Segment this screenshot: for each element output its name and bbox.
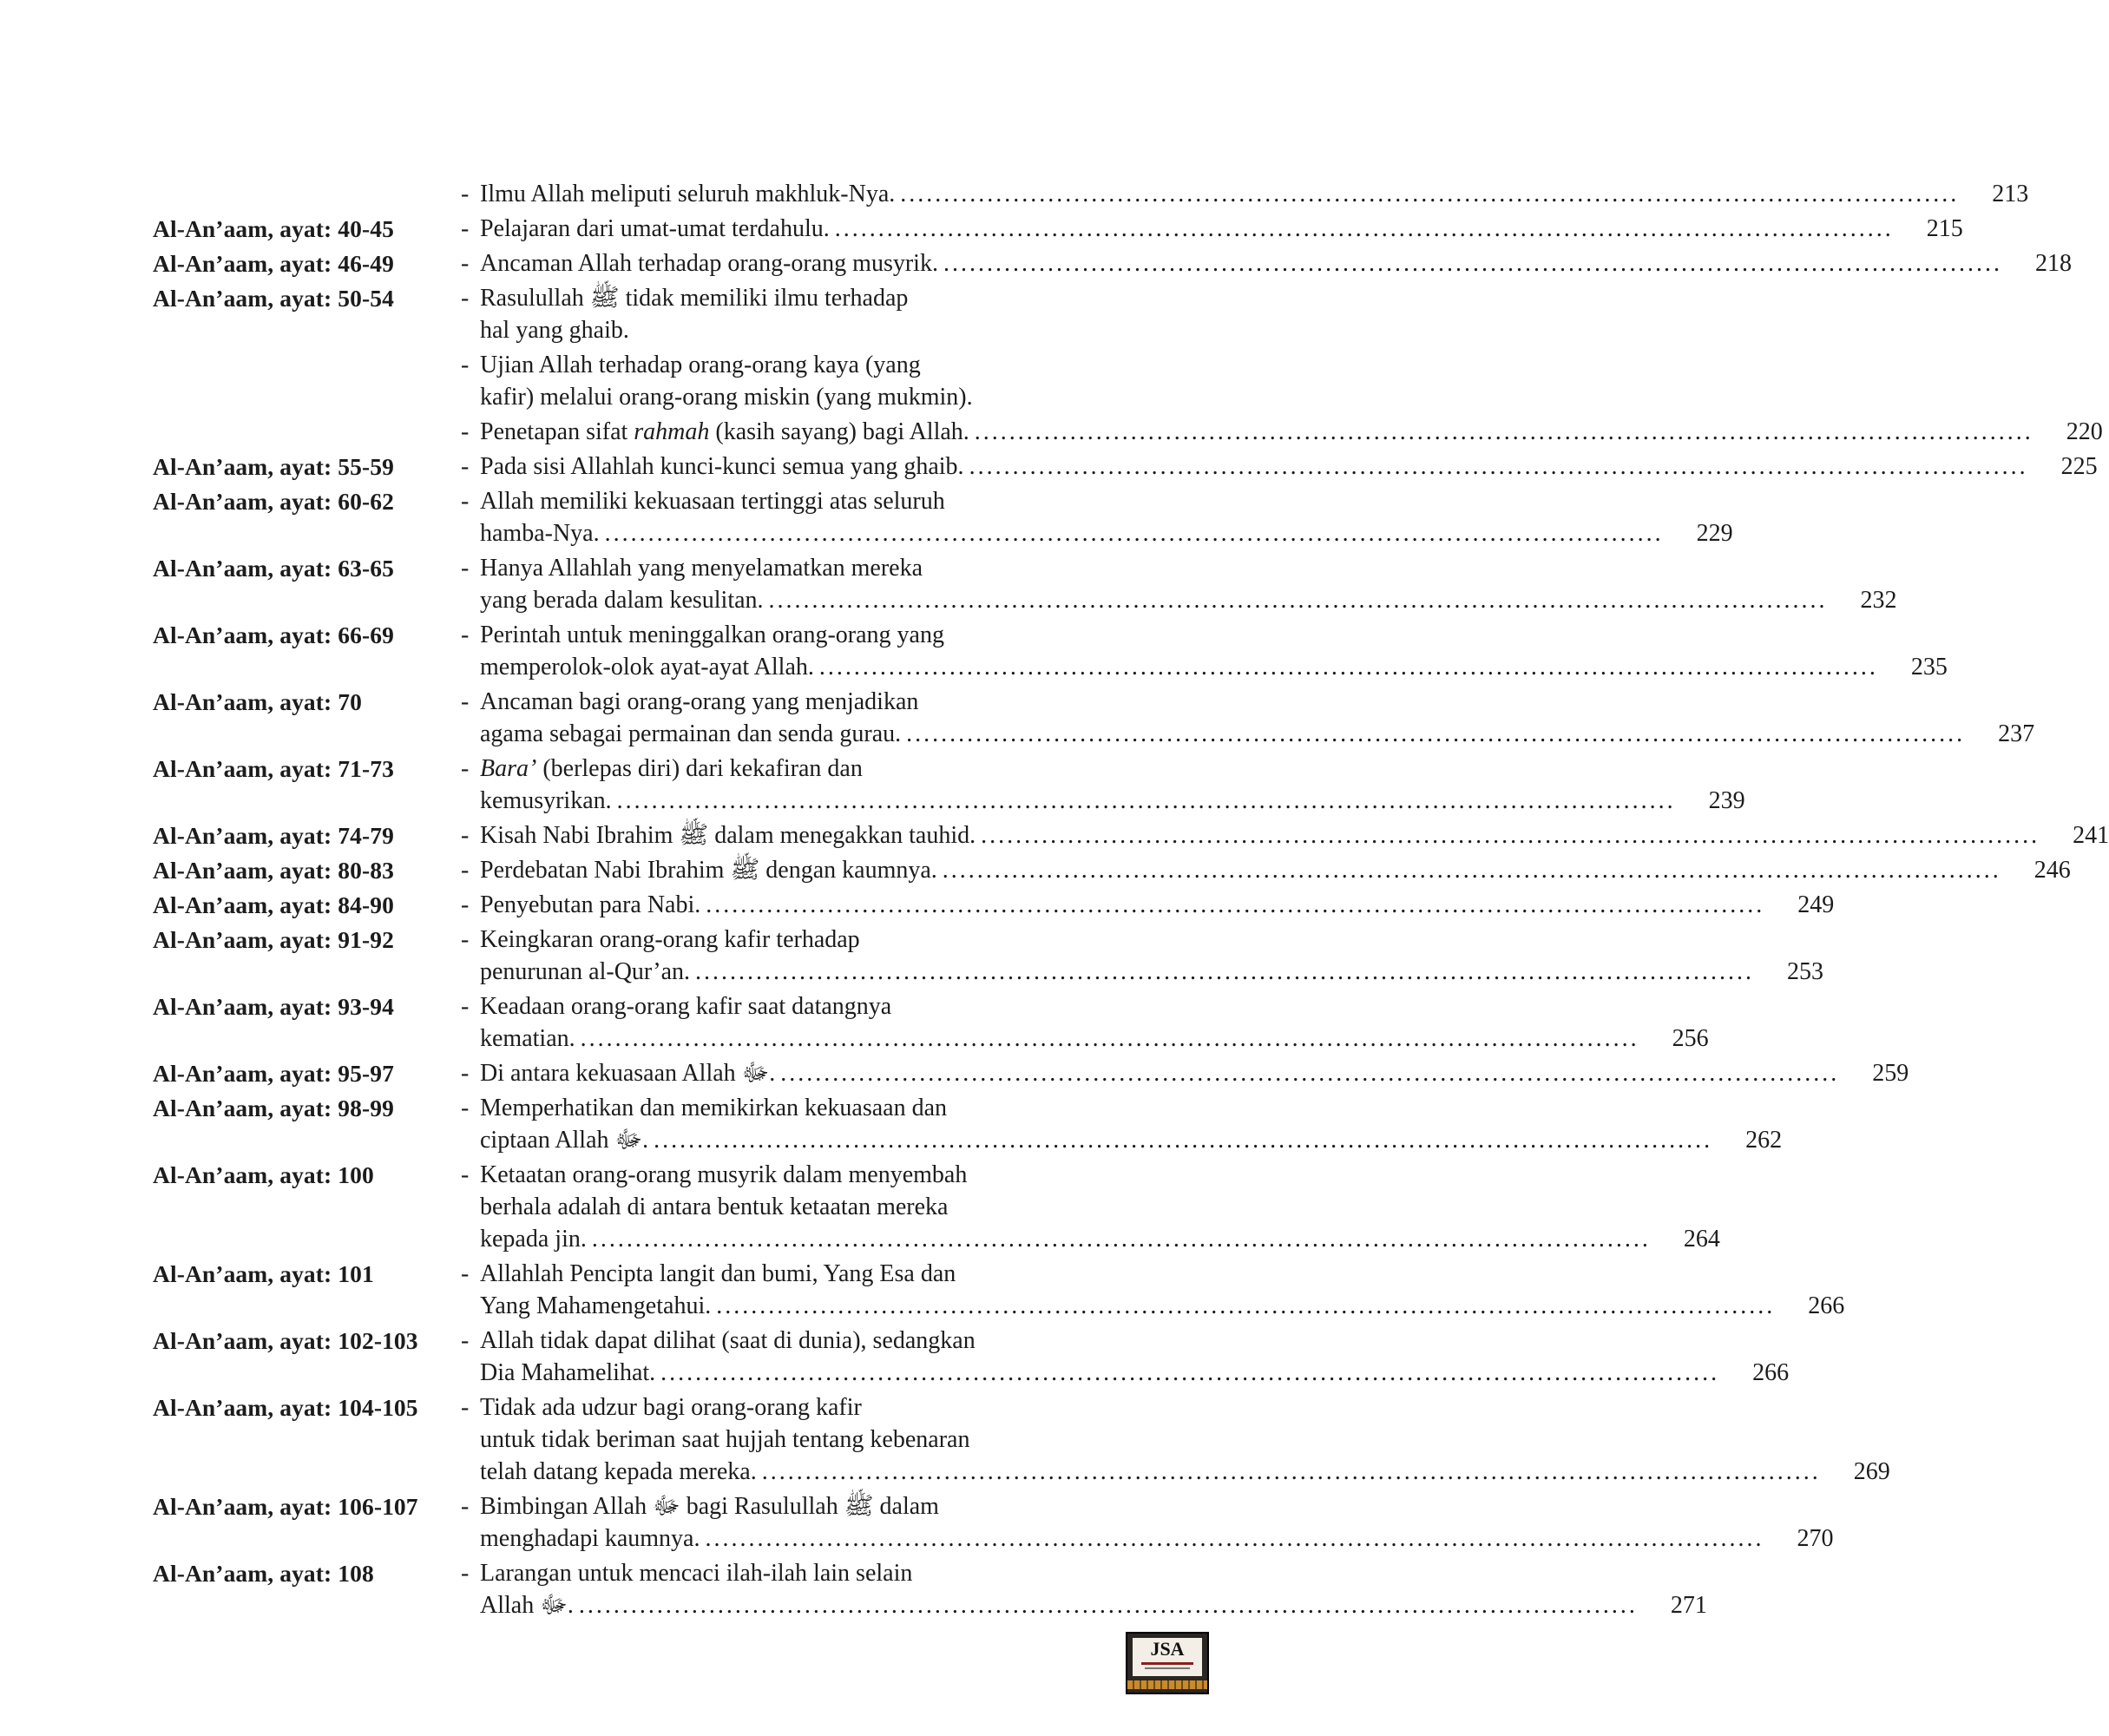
toc-entry: [153, 619, 1948, 683]
toc-topic-line: Pada sisi Allahlah kunci-kunci semua yang ghaib. .....: [480, 450, 2028, 483]
toc-topic-line: untuk tidak beriman saat hujjah tentang kebenaran: [480, 1426, 970, 1453]
toc-topic-line: Ancaman Allah terhadap orang-orang musyrik. .....: [480, 247, 2002, 279]
toc-topic: [480, 1490, 1779, 1555]
toc-topic: [480, 282, 1106, 346]
toc-leader-dots: [705, 1522, 1764, 1555]
toc-topic-line: Bimbingan Allah ﷻ bagi Rasulullah ﷺ dalam: [480, 1493, 939, 1520]
toc-page-number: 269: [1853, 1458, 1890, 1485]
toc-topic-line: Hanya Allahlah yang menyelamatkan mereka: [480, 555, 923, 582]
toc-leader-dots: [695, 956, 1754, 988]
toc-topic: [480, 450, 2044, 483]
toc-leader-dots: [943, 247, 2002, 279]
toc-page-number: 225: [2060, 453, 2098, 480]
toc-leader-dots: [780, 1057, 1839, 1089]
toc-leader-dots: [762, 1456, 1821, 1488]
toc-topic: [480, 1092, 1728, 1156]
toc-topic-line: hal yang ghaib.: [480, 317, 629, 344]
toc-verse-reference: Al-An’aam, ayat: 108: [153, 1560, 374, 1587]
toc-bullet-dash: -: [461, 688, 470, 715]
logo-screen: [1133, 1638, 1202, 1676]
toc-leader-dots: [654, 1124, 1712, 1156]
toc-bullet-dash: -: [461, 1327, 470, 1354]
toc-entry: [153, 1057, 1909, 1089]
toc-topic-line: Perdebatan Nabi Ibrahim ﷺ dengan kaumnya. .....: [480, 854, 2001, 886]
toc-topic-line: Kisah Nabi Ibrahim ﷺ dalam menegakkan tauhid. .....: [480, 819, 2040, 852]
toc-entry: [153, 924, 1824, 988]
toc-page-number: 241: [2073, 822, 2109, 849]
toc-page-number: 246: [2033, 857, 2071, 884]
toc-entry: [153, 1557, 1707, 1621]
toc-topic-line: Keingkaran orang-orang kafir terhadap: [480, 926, 860, 953]
toc-bullet-dash: -: [461, 926, 470, 953]
toc-entry: [153, 990, 1709, 1055]
toc-bullet-dash: -: [461, 250, 470, 277]
toc-topic-line: Penyebutan para Nabi. .....: [480, 889, 1764, 921]
toc-topic-line: Yang Mahamengetahui. .....: [480, 1290, 1775, 1322]
toc-leader-dots: [975, 416, 2033, 448]
toc-topic-line: Dia Mahamelihat. .....: [480, 1357, 1719, 1389]
toc-verse-reference: Al-An’aam, ayat: 101: [153, 1260, 374, 1287]
toc-topic-line: Larangan untuk mencaci ilah-ilah lain selain: [480, 1560, 913, 1587]
toc-topic-line: menghadapi kaumnya. .....: [480, 1522, 1764, 1555]
toc-entry: [153, 1325, 1790, 1389]
toc-topic: [480, 1258, 1790, 1322]
toc-entry: [153, 213, 1963, 245]
toc-topic: [480, 552, 1843, 616]
toc-topic: [480, 619, 1894, 683]
toc-entry: [153, 1490, 1834, 1555]
toc-verse-reference: Al-An’aam, ayat: 98-99: [153, 1095, 394, 1121]
toc-topic: [480, 349, 1106, 413]
toc-entry: [153, 349, 1160, 413]
toc-entry: [153, 485, 1733, 549]
toc-topic-line: yang berada dalam kesulitan. .....: [480, 584, 1828, 616]
toc-page-number: 266: [1808, 1292, 1845, 1319]
toc-entry: [153, 450, 2098, 483]
toc-topic-line: Penetapan sifat rahmah (kasih sayang) bagi Allah. .....: [480, 416, 2033, 448]
toc-topic-line: Allah tidak dapat dilihat (saat di dunia), sedangkan: [480, 1327, 976, 1354]
toc-topic-line: Ilmu Allah meliputi seluruh makhluk-Nya. .....: [480, 178, 1959, 210]
toc-topic: [480, 753, 1692, 817]
toc-bullet-dash: -: [461, 1260, 470, 1287]
toc-verse-reference: Al-An’aam, ayat: 91-92: [153, 926, 394, 953]
toc-page-number: 256: [1672, 1025, 1709, 1052]
toc-verse-reference: Al-An’aam, ayat: 93-94: [153, 993, 394, 1020]
toc-topic-line: Ancaman bagi orang-orang yang menjadikan: [480, 688, 919, 715]
toc-entry: [153, 282, 1160, 346]
toc-bullet-dash: -: [461, 453, 470, 480]
toc-topic: [480, 686, 1981, 750]
toc-topic: [480, 1557, 1653, 1621]
toc-topic-line: kafir) melalui orang-orang miskin (yang mukmin).: [480, 384, 973, 411]
toc-bullet-dash: -: [461, 891, 470, 918]
toc-verse-reference: Al-An’aam, ayat: 106-107: [153, 1493, 418, 1520]
toc-topic: [480, 1159, 1666, 1255]
toc-leader-dots: [906, 718, 1965, 750]
toc-leader-dots: [769, 584, 1828, 616]
toc-leader-dots: [706, 889, 1764, 921]
toc-topic-line: hamba-Nya. .....: [480, 517, 1664, 549]
toc-topic: [480, 854, 2017, 886]
toc-entry: [153, 416, 2103, 448]
toc-entry: [153, 1092, 1783, 1156]
toc-verse-reference: Al-An’aam, ayat: 60-62: [153, 488, 394, 515]
toc-leader-dots: [605, 517, 1664, 549]
toc-verse-reference: Al-An’aam, ayat: 40-45: [153, 215, 394, 242]
toc-topic-line: Tidak ada udzur bagi orang-orang kafir: [480, 1394, 862, 1421]
toc-verse-reference: Al-An’aam, ayat: 102-103: [153, 1327, 418, 1354]
toc-verse-reference: Al-An’aam, ayat: 104-105: [153, 1394, 418, 1421]
toc-entry: [153, 854, 2071, 886]
toc-topic-line: Di antara kekuasaan Allah ﷻ. .....: [480, 1057, 1839, 1089]
toc-topic-line: penurunan al-Qur’an. .....: [480, 956, 1754, 988]
toc-leader-dots: [900, 178, 1959, 210]
toc-topic-line: Keadaan orang-orang kafir saat datangnya: [480, 993, 892, 1020]
toc-leader-dots: [835, 213, 1894, 245]
logo-text: JSA: [1150, 1638, 1185, 1660]
toc-bullet-dash: -: [461, 555, 470, 582]
toc-topic-line: kematian. .....: [480, 1023, 1639, 1055]
toc-page-number: 239: [1708, 787, 1745, 814]
toc-topic-line: telah datang kepada mereka. .....: [480, 1456, 1821, 1488]
toc-page-number: 264: [1683, 1226, 1720, 1253]
toc-topic: [480, 485, 1679, 549]
toc-bullet-dash: -: [461, 1095, 470, 1121]
toc-bullet-dash: -: [461, 1394, 470, 1421]
logo-subline: [1141, 1662, 1193, 1665]
table-of-contents: [153, 178, 2109, 1624]
toc-entry: [153, 178, 2029, 210]
toc-leader-dots: [716, 1290, 1775, 1322]
toc-topic: [480, 1391, 1836, 1488]
logo-subline-2: [1145, 1667, 1190, 1669]
toc-topic: [480, 1325, 1735, 1389]
toc-page-number: 220: [2066, 418, 2103, 445]
toc-topic: [480, 213, 1909, 245]
toc-verse-reference: Al-An’aam, ayat: 100: [153, 1161, 374, 1188]
toc-topic-line: Allah memiliki kekuasaan tertinggi atas seluruh: [480, 488, 945, 515]
toc-topic-line: Ketaatan orang-orang musyrik dalam menyembah: [480, 1161, 968, 1188]
toc-bullet-dash: -: [461, 993, 470, 1020]
toc-topic: [480, 889, 1780, 921]
toc-leader-dots: [581, 1023, 1639, 1055]
toc-bullet-dash: -: [461, 1060, 470, 1087]
toc-page-number: 270: [1797, 1525, 1834, 1552]
toc-topic-line: Pelajaran dari umat-umat terdahulu. .....: [480, 213, 1894, 245]
toc-entry: [153, 552, 1897, 616]
logo-keyboard: [1127, 1680, 1207, 1689]
toc-topic-line: Bara’ (berlepas diri) dari kekafiran dan: [480, 755, 863, 782]
toc-page-number: 232: [1860, 587, 1897, 614]
toc-page-number: 259: [1872, 1060, 1909, 1087]
toc-entry: [153, 819, 2109, 852]
toc-verse-reference: Al-An’aam, ayat: 80-83: [153, 857, 394, 884]
jsa-logo: [1126, 1632, 1209, 1694]
toc-bullet-dash: -: [461, 857, 470, 884]
toc-page-number: 237: [1998, 720, 2035, 747]
toc-bullet-dash: -: [461, 181, 470, 207]
toc-topic-line: berhala adalah di antara bentuk ketaatan mereka: [480, 1194, 949, 1220]
toc-entry: [153, 889, 1835, 921]
toc-verse-reference: Al-An’aam, ayat: 55-59: [153, 453, 394, 480]
toc-verse-reference: Al-An’aam, ayat: 46-49: [153, 250, 394, 277]
toc-verse-reference: Al-An’aam, ayat: 84-90: [153, 891, 394, 918]
toc-page-number: 249: [1797, 891, 1835, 918]
toc-verse-reference: Al-An’aam, ayat: 50-54: [153, 285, 394, 312]
toc-bullet-dash: -: [461, 621, 470, 648]
toc-topic-line: Ujian Allah terhadap orang-orang kaya (yang: [480, 352, 921, 378]
toc-leader-dots: [969, 450, 2028, 483]
toc-topic-line: agama sebagai permainan dan senda gurau. .....: [480, 718, 1965, 750]
toc-page-number: 215: [1926, 215, 1963, 242]
toc-page-number: 229: [1696, 520, 1733, 547]
toc-bullet-dash: -: [461, 285, 470, 312]
toc-page-number: 218: [2034, 250, 2072, 277]
toc-leader-dots: [819, 651, 1878, 683]
toc-topic: [480, 924, 1770, 988]
toc-topic: [480, 178, 1974, 210]
toc-leader-dots: [617, 785, 1676, 817]
toc-bullet-dash: -: [461, 418, 470, 445]
toc-entry: [153, 1159, 1720, 1255]
toc-bullet-dash: -: [461, 755, 470, 782]
toc-topic-line: memperolok-olok ayat-ayat Allah. .....: [480, 651, 1878, 683]
toc-topic: [480, 247, 2018, 279]
toc-topic: [480, 416, 2049, 448]
toc-bullet-dash: -: [461, 1161, 470, 1188]
toc-topic: [480, 819, 2055, 852]
toc-topic-line: kemusyrikan. .....: [480, 785, 1676, 817]
toc-verse-reference: Al-An’aam, ayat: 74-79: [153, 822, 394, 849]
toc-bullet-dash: -: [461, 822, 470, 849]
toc-bullet-dash: -: [461, 352, 470, 378]
toc-entry: [153, 1258, 1845, 1322]
toc-topic-line: Allah ﷻ. .....: [480, 1589, 1638, 1621]
toc-verse-reference: Al-An’aam, ayat: 70: [153, 688, 362, 715]
toc-page-number: 266: [1752, 1359, 1790, 1386]
toc-bullet-dash: -: [461, 215, 470, 242]
toc-bullet-dash: -: [461, 1560, 470, 1587]
toc-bullet-dash: -: [461, 488, 470, 515]
toc-topic: [480, 1057, 1855, 1089]
toc-leader-dots: [943, 854, 2001, 886]
toc-verse-reference: Al-An’aam, ayat: 66-69: [153, 621, 394, 648]
toc-topic-line: Perintah untuk meninggalkan orang-orang yang: [480, 621, 944, 648]
toc-page-number: 235: [1910, 654, 1948, 681]
toc-verse-reference: Al-An’aam, ayat: 71-73: [153, 755, 394, 782]
toc-topic: [480, 990, 1655, 1055]
toc-page-number: 271: [1670, 1592, 1707, 1619]
toc-topic-line: Rasulullah ﷺ tidak memiliki ilmu terhadap: [480, 285, 909, 312]
toc-entry: [153, 247, 2072, 279]
toc-entry: [153, 686, 2035, 750]
toc-verse-reference: Al-An’aam, ayat: 95-97: [153, 1060, 394, 1087]
toc-bullet-dash: -: [461, 1493, 470, 1520]
toc-page-number: 253: [1787, 958, 1824, 985]
toc-topic-line: Allahlah Pencipta langit dan bumi, Yang Esa dan: [480, 1260, 956, 1287]
toc-page-number: 262: [1745, 1127, 1783, 1154]
toc-leader-dots: [660, 1357, 1719, 1389]
toc-topic-line: Memperhatikan dan memikirkan kekuasaan dan: [480, 1095, 948, 1121]
toc-topic-line: kepada jin. .....: [480, 1223, 1651, 1255]
toc-leader-dots: [579, 1589, 1638, 1621]
toc-leader-dots: [592, 1223, 1651, 1255]
toc-entry: [153, 753, 1745, 817]
toc-topic-line: ciptaan Allah ﷻ. .....: [480, 1124, 1712, 1156]
toc-page-number: 213: [1992, 181, 2029, 207]
toc-verse-reference: Al-An’aam, ayat: 63-65: [153, 555, 394, 582]
toc-leader-dots: [981, 819, 2040, 852]
toc-entry: [153, 1391, 1890, 1488]
